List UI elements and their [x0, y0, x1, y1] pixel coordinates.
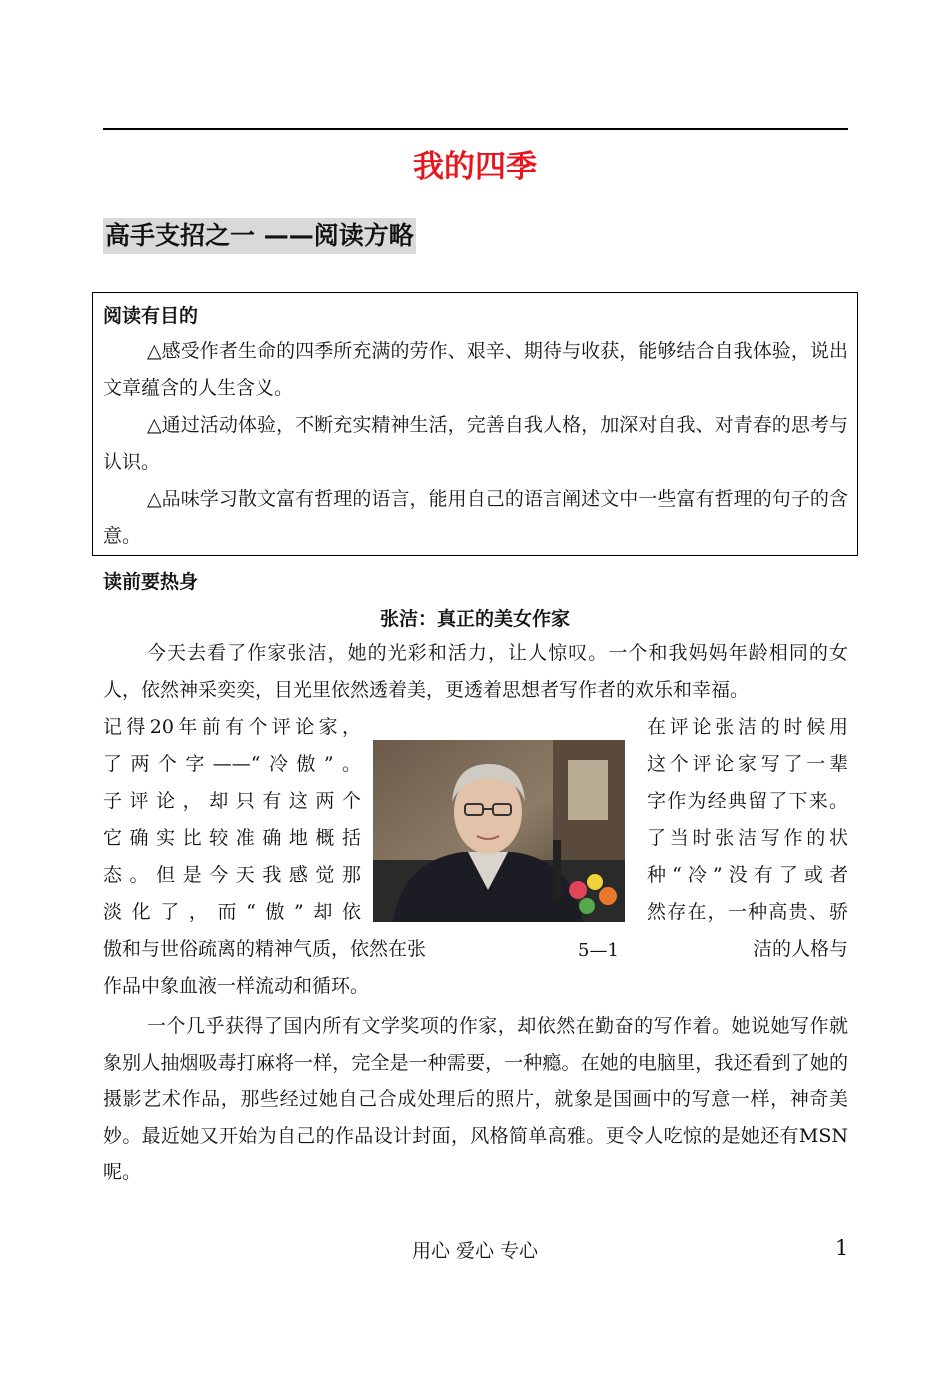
- section-heading: 高手支招之一 ——阅读方略: [103, 218, 416, 254]
- wrap-line-left: 子评论，却只有这两个: [103, 790, 361, 812]
- wrap-line-left: 傲和与世俗疏离的精神气质，依然在张: [103, 938, 427, 960]
- wrap-line-right: 种“冷”没有了或者: [647, 864, 848, 886]
- warmup-heading: 读前要热身: [103, 571, 199, 593]
- wrap-line-left: 了两个字——“冷傲”。: [103, 753, 361, 775]
- author-photo: [373, 740, 625, 922]
- wrap-line-right: 这个评论家写了一辈: [647, 753, 848, 775]
- footer-motto: 用心 爱心 专心: [411, 1240, 539, 1262]
- page-number: 1: [835, 1236, 849, 1260]
- wrap-line-right: 了当时张洁写作的状: [647, 827, 848, 849]
- article-paragraph: 今天去看了作家张洁，她的光彩和活力，让人惊叹。一个和我妈妈年龄相同的女人，依然神采奕奕，目光里依然透着美，更透着思想者写作者的欢乐和幸福。: [103, 642, 848, 701]
- header-rule: [103, 128, 848, 130]
- photo-caption: 5—1: [578, 940, 619, 961]
- objective-item: △感受作者生命的四季所充满的劳作、艰辛、期待与收获，能够结合自我体验，说出文章蕴含的人生含义。: [103, 340, 848, 399]
- wrap-line-right: 在评论张洁的时候用: [647, 716, 848, 738]
- wrap-line-right: 洁的人格与: [753, 938, 849, 960]
- article-paragraph: 一个几乎获得了国内所有文学奖项的作家，却依然在勤奋的写作着。她说她写作就象别人抽烟吸毒打麻将一样，完全是一种需要，一种瘾。在她的电脑里，我还看到了她的摄影艺术作品，那些经过她自己合成处理后的照片，就象是国画中的写意一样，神奇美妙。最近她又开始为自己的作品设计封面，风格简单高雅。更令人吃惊的是她还有MSN呢。: [103, 1015, 848, 1183]
- objective-item: △通过活动体验，不断充实精神生活，完善自我人格，加深对自我、对青春的思考与认识。: [103, 414, 848, 473]
- wrap-line-left: 它确实比较准确地概括: [103, 827, 361, 849]
- page-title: 我的四季: [413, 149, 537, 185]
- wrap-line-right: 字作为经典留了下来。: [647, 790, 848, 812]
- wrap-line-left: 记得20年前有个评论家，: [103, 716, 361, 738]
- wrap-line-left: 态。但是今天我感觉那: [103, 864, 361, 886]
- objectives-heading: 阅读有目的: [103, 305, 199, 327]
- article-line: 作品中象血液一样流动和循环。: [103, 975, 370, 997]
- objective-item: △品味学习散文富有哲理的语言，能用自己的语言阐述文中一些富有哲理的句子的含意。: [103, 488, 848, 547]
- objectives-box: [92, 292, 858, 556]
- article-title: 张洁：真正的美女作家: [379, 608, 570, 630]
- wrap-line-left: 淡化了，而“傲”却依: [103, 901, 361, 923]
- wrap-line-right: 然存在，一种高贵、骄: [647, 901, 848, 923]
